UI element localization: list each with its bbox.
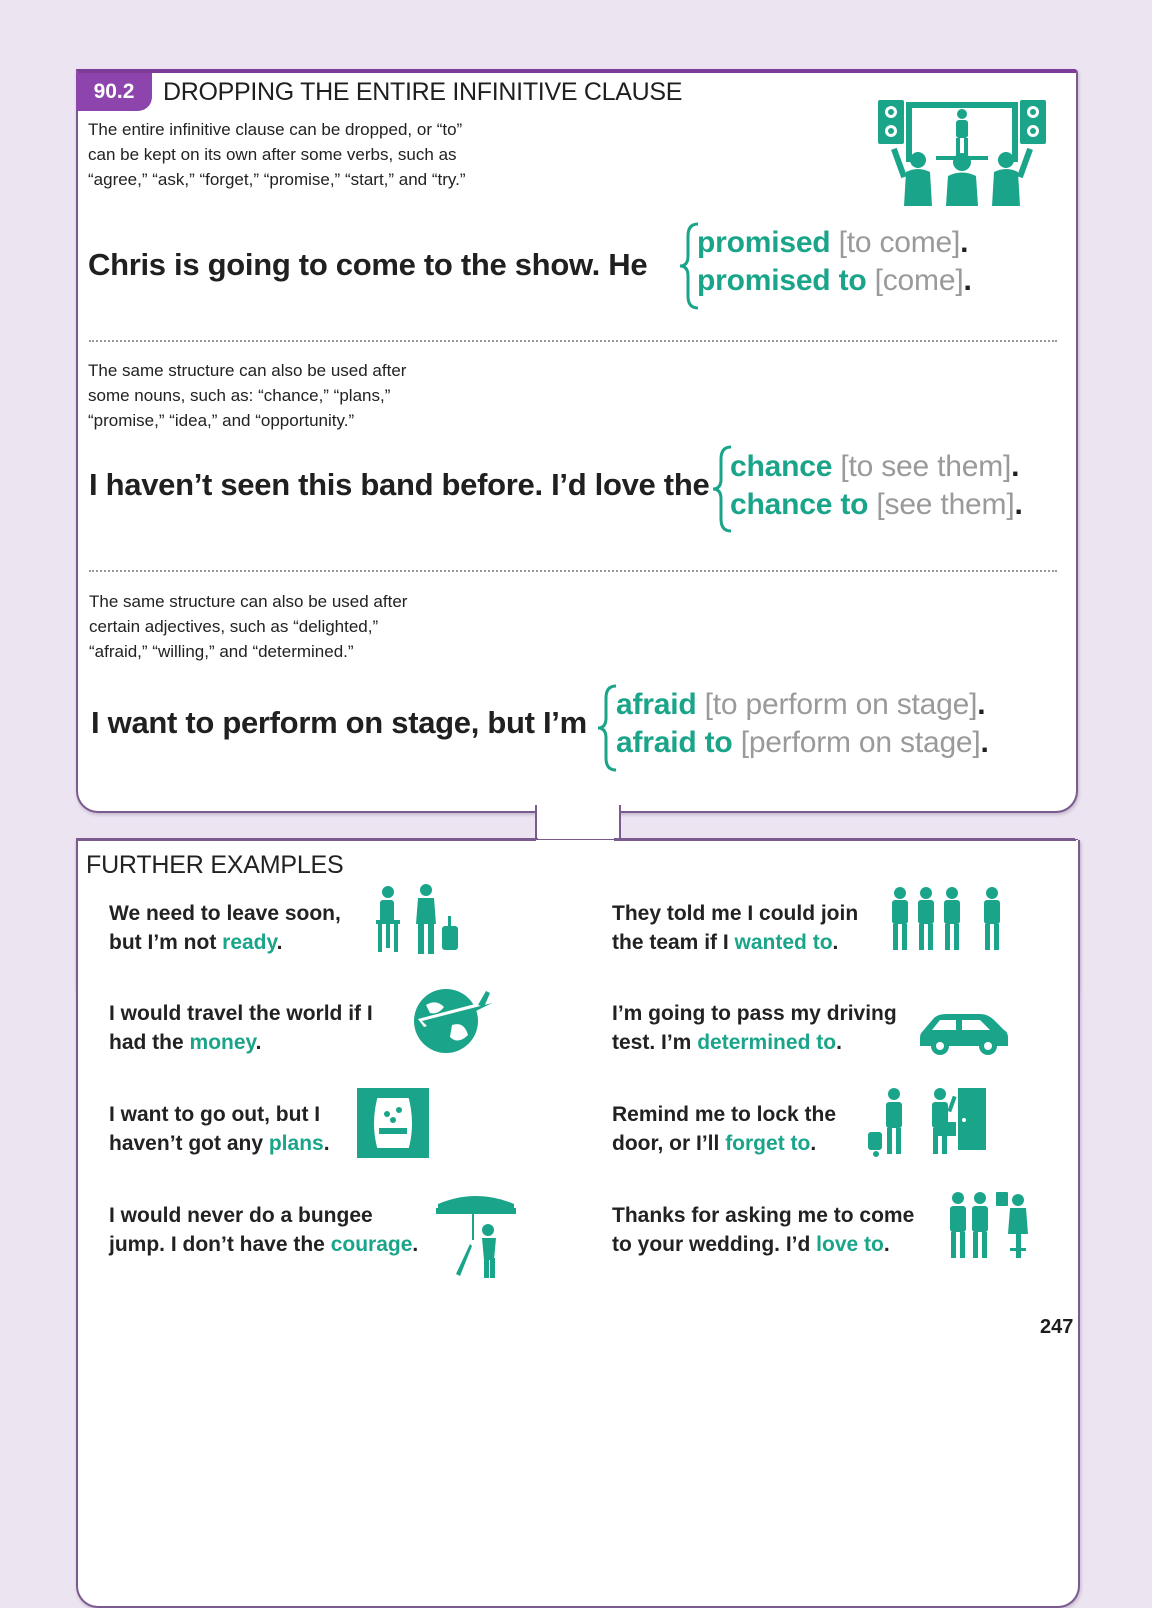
keyword: afraid xyxy=(616,688,697,721)
example-item xyxy=(612,1100,836,1158)
keyword: wanted to xyxy=(734,931,833,954)
note-line: “agree,” “ask,” “forget,” “promise,” “start,” and “try.” xyxy=(88,170,466,189)
keyword: promised xyxy=(697,226,831,259)
example-line: test. I’m determined to. xyxy=(612,1031,842,1054)
football-team-icon xyxy=(886,886,1010,954)
car-icon xyxy=(918,1008,1010,1058)
example-line: I want to go out, but I xyxy=(109,1103,321,1126)
keyword: chance to xyxy=(730,488,869,521)
example-item xyxy=(109,1100,330,1158)
note-line: certain adjectives, such as “delighted,” xyxy=(89,617,379,636)
note-line: The same structure can also be used after xyxy=(89,592,408,611)
keyword: chance xyxy=(730,450,833,483)
keyword: ready xyxy=(222,931,277,954)
keyword: afraid to xyxy=(616,726,733,759)
explanation-note-1 xyxy=(88,117,466,192)
example-sentence-2: I haven’t seen this band before. I’d love the xyxy=(89,467,710,502)
alternative-3b xyxy=(616,724,989,762)
further-examples-title: FURTHER EXAMPLES xyxy=(86,851,344,879)
keyword: love to xyxy=(816,1233,884,1256)
example-line: jump. I don’t have the courage. xyxy=(109,1233,419,1256)
section-title: DROPPING THE ENTIRE INFINITIVE CLAUSE xyxy=(163,78,683,106)
alternative-2b xyxy=(730,486,1023,524)
example-line: They told me I could join xyxy=(612,902,859,925)
period: . xyxy=(963,264,972,297)
example-line: to your wedding. I’d love to. xyxy=(612,1233,890,1256)
example-sentence-1: Chris is going to come to the show. He xyxy=(88,247,648,282)
example-line: the team if I wanted to. xyxy=(612,931,839,954)
alternative-1a xyxy=(697,224,968,262)
note-line: The entire infinitive clause can be dropped, or “to” xyxy=(88,120,463,139)
note-line: “afraid,” “willing,” and “determined.” xyxy=(89,642,354,661)
locking-door-icon xyxy=(866,1086,988,1158)
waiting-people-icon xyxy=(372,884,462,956)
note-line: The same structure can also be used after xyxy=(88,361,407,380)
divider xyxy=(89,570,1057,572)
period: . xyxy=(1011,450,1020,483)
globe-airplane-icon xyxy=(408,985,498,1055)
example-line: I’m going to pass my driving xyxy=(612,1002,897,1025)
example-sentence-3: I want to perform on stage, but I’m xyxy=(91,705,587,740)
example-item xyxy=(109,999,373,1057)
dropped-clause: [see them] xyxy=(876,488,1015,521)
keyword: determined to xyxy=(697,1031,837,1054)
frame-top-left xyxy=(76,839,536,841)
wedding-invitation-icon xyxy=(946,1190,1032,1260)
example-line: We need to leave soon, xyxy=(109,902,341,925)
keyword: money xyxy=(189,1031,256,1054)
keyword: plans xyxy=(268,1132,324,1155)
keyword: promised to xyxy=(697,264,867,297)
example-line: I would never do a bungee xyxy=(109,1204,373,1227)
dropped-clause: [to come] xyxy=(838,226,961,259)
example-item xyxy=(612,999,897,1057)
note-line: “promise,” “idea,” and “opportunity.” xyxy=(88,411,355,430)
period: . xyxy=(960,226,969,259)
dropped-clause: [come] xyxy=(874,264,964,297)
example-line: I would travel the world if I xyxy=(109,1002,373,1025)
curly-brace-icon xyxy=(596,684,618,772)
page-number: 247 xyxy=(1040,1316,1074,1338)
alternative-1b xyxy=(697,262,972,300)
example-line: haven’t got any plans. xyxy=(109,1132,330,1155)
bungee-jump-icon xyxy=(436,1194,516,1280)
window-curtains-icon xyxy=(357,1088,429,1158)
example-line: door, or I’ll forget to. xyxy=(612,1132,817,1155)
example-line: Thanks for asking me to come xyxy=(612,1204,915,1227)
section-number: 90.2 xyxy=(93,80,135,103)
example-line: had the money. xyxy=(109,1031,262,1054)
note-line: can be kept on its own after some verbs, such as xyxy=(88,145,457,164)
divider xyxy=(89,340,1057,342)
period: . xyxy=(977,688,986,721)
keyword: forget to xyxy=(725,1132,811,1155)
dropped-clause: [to see them] xyxy=(840,450,1012,483)
keyword: courage xyxy=(330,1233,413,1256)
example-item xyxy=(109,899,341,957)
explanation-note-3 xyxy=(89,589,407,664)
example-item xyxy=(612,1201,914,1259)
section-number-tag xyxy=(76,73,152,111)
dropped-clause: [perform on stage] xyxy=(740,726,981,759)
example-item xyxy=(109,1201,418,1259)
dropped-clause: [to perform on stage] xyxy=(704,688,978,721)
period: . xyxy=(980,726,989,759)
frame-top-right xyxy=(614,839,1076,841)
example-line: Remind me to lock the xyxy=(612,1103,837,1126)
concert-illustration-icon xyxy=(876,98,1048,206)
alternative-3a xyxy=(616,686,985,724)
period: . xyxy=(1014,488,1023,521)
alternative-2a xyxy=(730,448,1019,486)
example-line: but I’m not ready. xyxy=(109,931,283,954)
note-line: some nouns, such as: “chance,” “plans,” xyxy=(88,386,391,405)
explanation-note-2 xyxy=(88,358,406,433)
example-item xyxy=(612,899,858,957)
